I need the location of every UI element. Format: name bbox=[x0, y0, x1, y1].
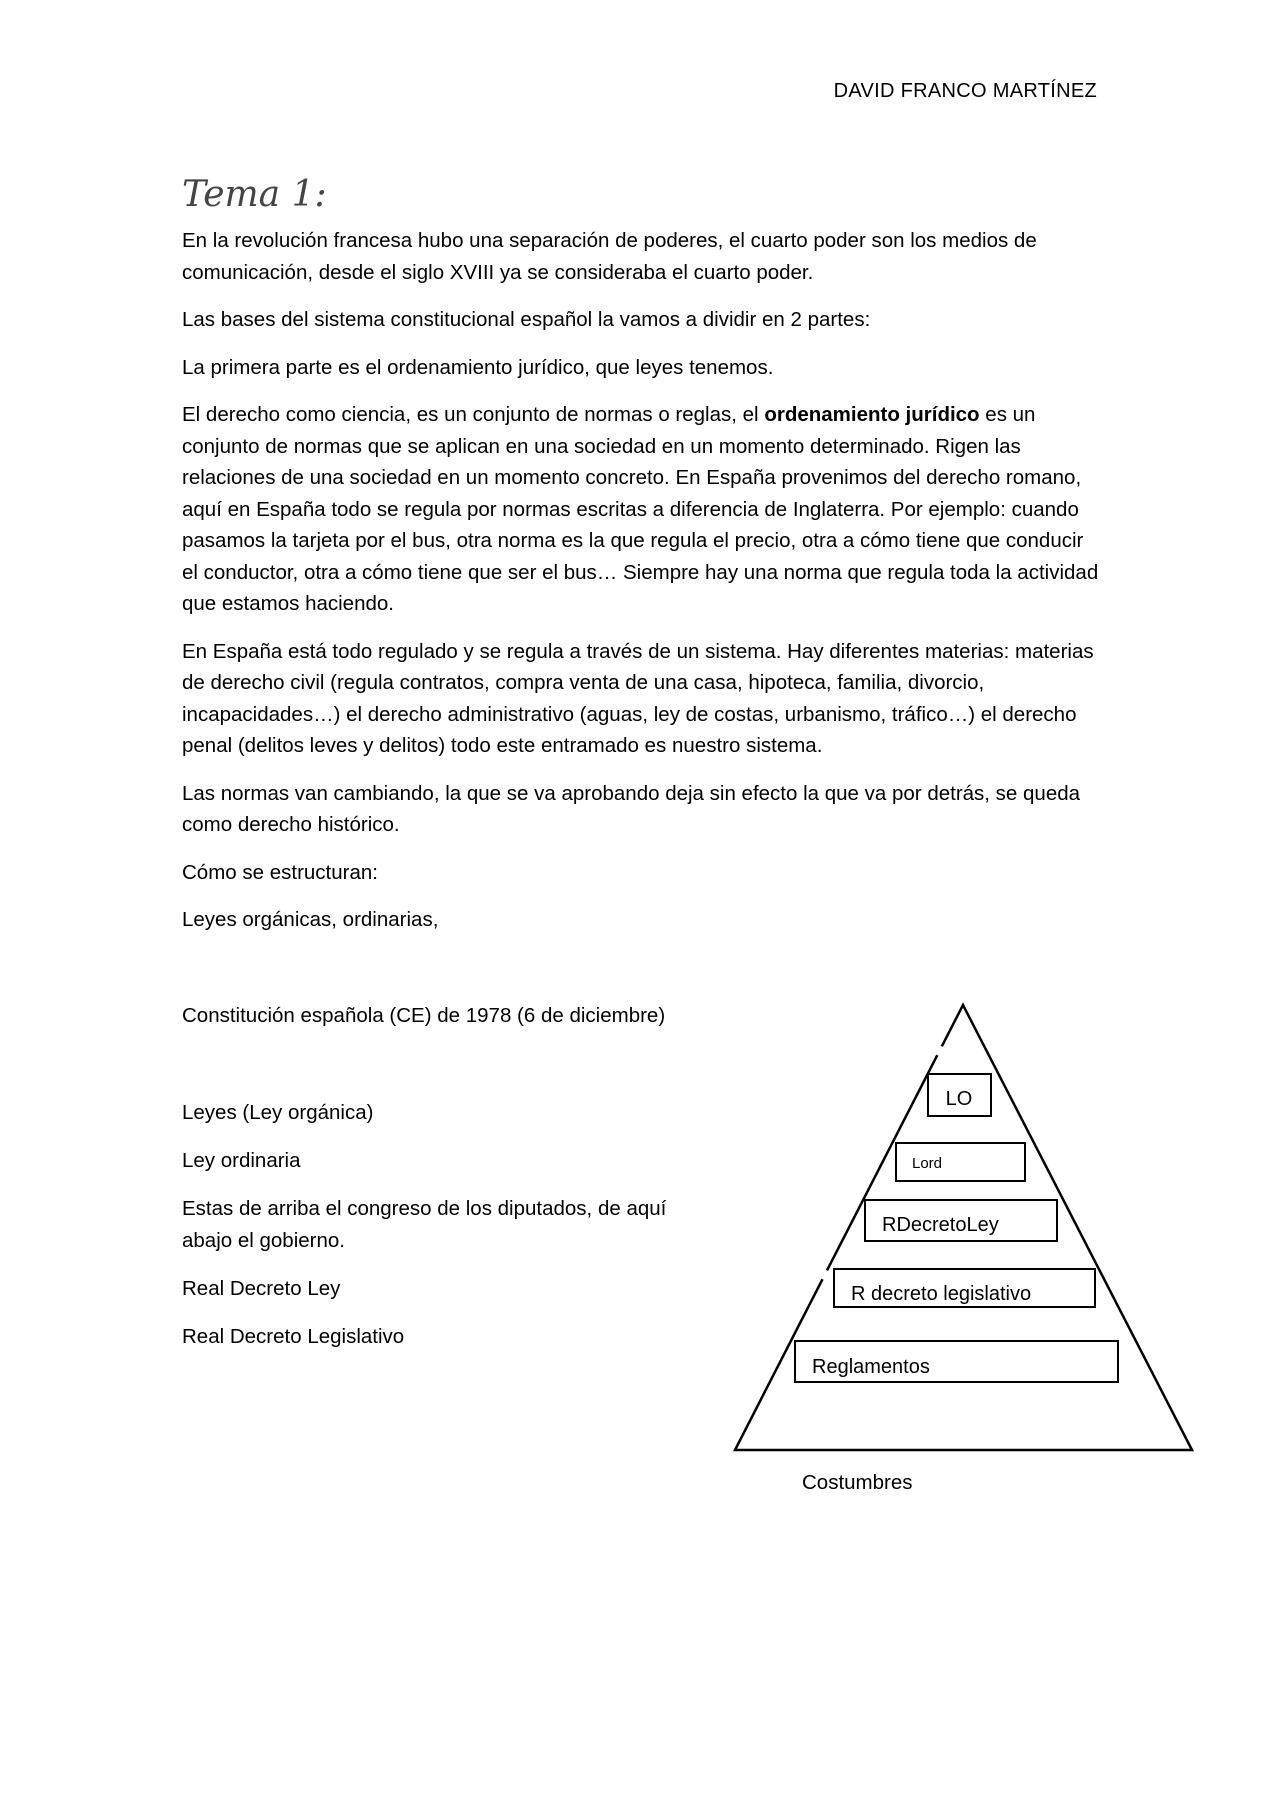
hierarchy-royal-decree-law: Real Decreto Ley bbox=[182, 1277, 341, 1300]
pyramid-level-rdecretoley: RDecretoLey bbox=[882, 1214, 999, 1236]
paragraph-3: La primera parte es el ordenamiento jurídico, que leyes tenemos. bbox=[182, 355, 774, 379]
pyramid-level-rdecreto-legislativo: R decreto legislativo bbox=[851, 1283, 1032, 1305]
paragraph-7: Cómo se estructuran: bbox=[182, 860, 378, 884]
paragraph-4-post: es un conjunto de normas que se aplican en una sociedad en un momento determinado. Rigen las relaciones de una sociedad en un momento concreto. En España provenimos del derecho romano, aquí en España todo se regula por normas escritas a diferencia de Inglaterra. Por ejemplo: cuando pasamos la tarjeta por el bus, otra norma es la que regula el precio, otra a cómo tiene que conducir el conductor, otra a cómo tiene que ser el bus… Siempre hay una norma que regula toda la actividad que estamos haciendo. bbox=[182, 403, 1099, 615]
paragraph-4-bold: ordenamiento jurídico bbox=[764, 403, 980, 426]
page-title: Tema 1: bbox=[182, 174, 327, 215]
pyramid-level-lord: Lord bbox=[912, 1155, 943, 1172]
pyramid-level-lo: LO bbox=[945, 1088, 973, 1110]
pyramid-level-reglamentos: Reglamentos bbox=[812, 1356, 930, 1378]
pyramid-gap-top bbox=[937, 1046, 941, 1055]
hierarchy-organic-law: Leyes (Ley orgánica) bbox=[182, 1101, 374, 1124]
pyramid-gap-bottom bbox=[822, 1270, 826, 1279]
paragraph-1: En la revolución francesa hubo una separación de poderes, el cuarto poder son los medios de comunicación, desde el siglo XVIII ya se consideraba el cuarto poder. bbox=[182, 229, 1037, 284]
hierarchy-constitution: Constitución española (CE) de 1978 (6 de diciembre) bbox=[182, 1004, 666, 1027]
paragraph-6: Las normas van cambiando, la que se va aprobando deja sin efecto la que va por detrás, se queda como derecho histórico. bbox=[182, 781, 1081, 836]
paragraph-8: Leyes orgánicas, ordinarias, bbox=[182, 908, 439, 931]
paragraph-4-pre: El derecho como ciencia, es un conjunto de normas o reglas, el bbox=[182, 403, 765, 426]
hierarchy-royal-legislative-decree: Real Decreto Legislativo bbox=[182, 1325, 405, 1348]
hierarchy-note: Estas de arriba el congreso de los diputados, de aquí abajo el gobierno. bbox=[182, 1197, 667, 1252]
paragraph-5: En España está todo regulado y se regula a través de un sistema. Hay diferentes materias: materias de derecho civil (regula contratos, compra venta de una casa, hipoteca, familia, divorcio, incapacidades…) el derecho administrativo (aguas, ley de costas, urbanismo, tráfico…) el derecho penal (delitos leves y delitos) todo este entramado es nuestro sistema. bbox=[182, 639, 1094, 757]
paragraph-2: Las bases del sistema constitucional español la vamos a dividir en 2 partes: bbox=[182, 308, 871, 331]
hierarchy-ordinary-law: Ley ordinaria bbox=[182, 1149, 301, 1172]
header-author: DAVID FRANCO MARTÍNEZ bbox=[833, 80, 1097, 102]
pyramid-base-label: Costumbres bbox=[802, 1471, 913, 1494]
